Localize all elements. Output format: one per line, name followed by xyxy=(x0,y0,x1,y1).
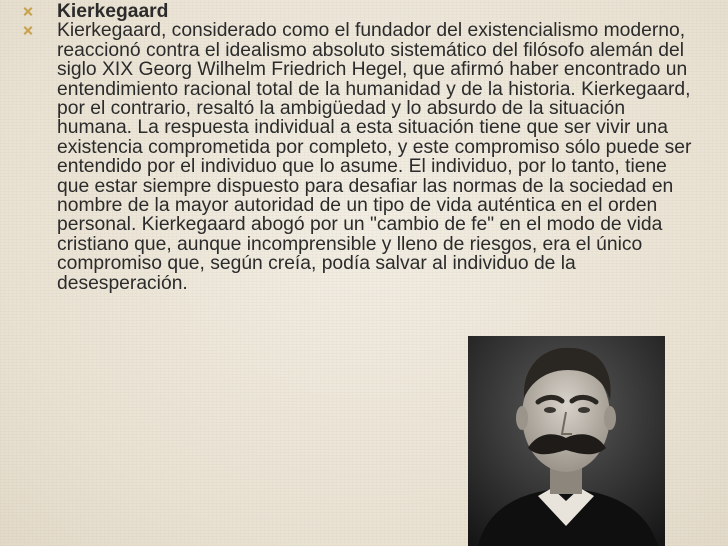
x-bullet-icon xyxy=(22,6,34,18)
slide-heading: Kierkegaard xyxy=(57,1,169,22)
bullet-item-title xyxy=(22,2,702,21)
x-bullet-icon xyxy=(22,25,34,37)
bullet-item-body xyxy=(22,21,702,293)
bullet-list xyxy=(22,2,702,293)
portrait-photo xyxy=(468,336,665,546)
portrait-illustration xyxy=(468,336,665,546)
body-paragraph: Kierkegaard, considerado como el fundador del existencialismo moderno, reaccionó contra el idealismo absoluto sistemático del filósofo alemán del siglo XIX Georg Wilhelm Friedrich Hegel, que afirmó haber encontrado un entendimiento racional total de la humanidad y de la historia. Kierkegaard, por el contrario, resaltó la ambigüedad y lo absurdo de la situación humana. La respuesta individual a esta situación tiene que ser vivir una existencia comprometida por completo, y este compromiso sólo puede ser entendido por el individuo que lo asume. El individuo, por lo tanto, tiene que estar siempre dispuesto para desafiar las normas de la sociedad en nombre de la mayor autoridad de un tipo de vida auténtica en el orden personal. Kierkegaard abogó por un "cambio de fe" en el modo de vida cristiano que, aunque incomprensible y lleno de riesgos, era el único compromiso que, según creía, podía salvar al individuo de la desesperación. xyxy=(57,20,692,294)
